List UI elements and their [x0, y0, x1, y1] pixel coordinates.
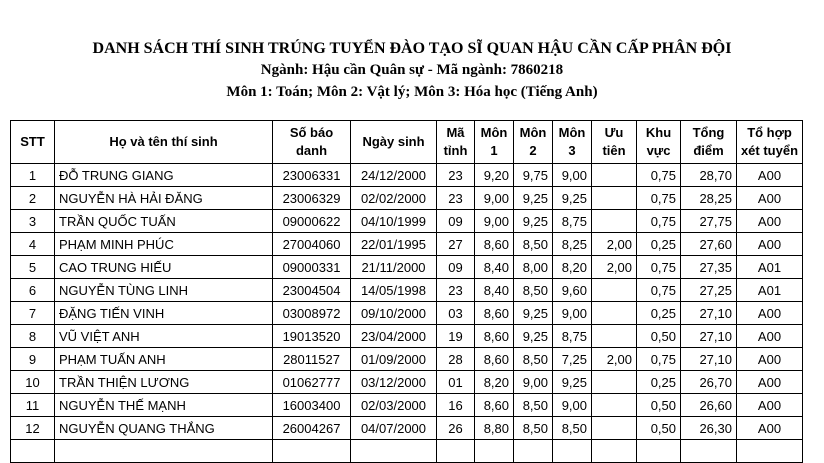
subject1-cell: 8,80	[475, 417, 514, 440]
stt-cell: 10	[11, 371, 55, 394]
priority-cell	[592, 187, 637, 210]
table-row	[11, 256, 803, 279]
total-cell: 27,10	[681, 348, 737, 371]
subject2-cell: 8,50	[514, 348, 553, 371]
subject3-cell: 8,50	[553, 417, 592, 440]
subject1-cell: 8,60	[475, 394, 514, 417]
dob-cell: 24/12/2000	[351, 164, 437, 187]
province-cell: 19	[437, 325, 475, 348]
priority-cell: 2,00	[592, 348, 637, 371]
stt-cell: 7	[11, 302, 55, 325]
area-cell: 0,75	[637, 210, 681, 233]
area-cell: 0,75	[637, 279, 681, 302]
subject1-cell: 8,60	[475, 325, 514, 348]
subject1-cell: 8,60	[475, 233, 514, 256]
column-header: Mã tỉnh	[437, 121, 475, 164]
priority-cell	[592, 325, 637, 348]
column-header: Tổng điểm	[681, 121, 737, 164]
subject2-cell: 8,50	[514, 233, 553, 256]
total-cell: 27,75	[681, 210, 737, 233]
province-cell: 01	[437, 371, 475, 394]
subject2-cell: 9,75	[514, 164, 553, 187]
table-body	[11, 164, 803, 463]
sbd-cell: 19013520	[273, 325, 351, 348]
stt-cell: 5	[11, 256, 55, 279]
subject3-cell: 9,00	[553, 302, 592, 325]
candidates-table	[10, 120, 803, 463]
column-header: Số báo danh	[273, 121, 351, 164]
stt-cell: 3	[11, 210, 55, 233]
dob-cell: 02/03/2000	[351, 394, 437, 417]
table-row	[11, 233, 803, 256]
combo-cell: A00	[737, 371, 803, 394]
column-header: Khu vực	[637, 121, 681, 164]
subject1-cell: 8,60	[475, 348, 514, 371]
document-subjects: Môn 1: Toán; Môn 2: Vật lý; Môn 3: Hóa học (Tiếng Anh)	[226, 84, 598, 100]
subject1-cell: 9,00	[475, 210, 514, 233]
total-cell: 28,70	[681, 164, 737, 187]
area-cell: 0,50	[637, 394, 681, 417]
stt-cell: 4	[11, 233, 55, 256]
stt-cell: 11	[11, 394, 55, 417]
table-header-row	[11, 121, 803, 164]
table-row	[11, 325, 803, 348]
table-row	[11, 302, 803, 325]
stt-cell: 1	[11, 164, 55, 187]
name-cell: NGUYỄN QUANG THẮNG	[55, 417, 273, 440]
total-cell: 26,60	[681, 394, 737, 417]
area-cell: 0,25	[637, 302, 681, 325]
sbd-cell: 09000622	[273, 210, 351, 233]
name-cell: ĐẶNG TIẾN VINH	[55, 302, 273, 325]
combo-cell: A01	[737, 279, 803, 302]
province-cell: 27	[437, 233, 475, 256]
sbd-cell: 26004267	[273, 417, 351, 440]
table-row	[11, 348, 803, 371]
table-row	[11, 164, 803, 187]
subject3-cell: 9,00	[553, 394, 592, 417]
name-cell: PHẠM TUẤN ANH	[55, 348, 273, 371]
sbd-cell: 23004504	[273, 279, 351, 302]
sbd-cell: 23006331	[273, 164, 351, 187]
column-header: Ngày sinh	[351, 121, 437, 164]
name-cell: ĐỖ TRUNG GIANG	[55, 164, 273, 187]
total-cell: 27,35	[681, 256, 737, 279]
combo-cell: A00	[737, 233, 803, 256]
name-cell: VŨ VIỆT ANH	[55, 325, 273, 348]
province-cell: 28	[437, 348, 475, 371]
province-cell: 03	[437, 302, 475, 325]
subject3-cell: 9,25	[553, 187, 592, 210]
dob-cell: 04/07/2000	[351, 417, 437, 440]
priority-cell	[592, 394, 637, 417]
subject2-cell: 9,25	[514, 325, 553, 348]
sbd-cell: 03008972	[273, 302, 351, 325]
area-cell: 0,75	[637, 164, 681, 187]
combo-cell: A01	[737, 256, 803, 279]
dob-cell: 04/10/1999	[351, 210, 437, 233]
province-cell: 23	[437, 279, 475, 302]
dob-cell: 23/04/2000	[351, 325, 437, 348]
table-row	[11, 371, 803, 394]
dob-cell: 09/10/2000	[351, 302, 437, 325]
sbd-cell: 01062777	[273, 371, 351, 394]
subject1-cell	[475, 440, 514, 463]
area-cell: 0,75	[637, 187, 681, 210]
combo-cell: A00	[737, 394, 803, 417]
total-cell: 27,10	[681, 325, 737, 348]
priority-cell: 2,00	[592, 256, 637, 279]
sbd-cell: 28011527	[273, 348, 351, 371]
combo-cell: A00	[737, 302, 803, 325]
table-row	[11, 279, 803, 302]
subject3-cell: 9,25	[553, 371, 592, 394]
subject2-cell: 8,50	[514, 279, 553, 302]
subject1-cell: 8,40	[475, 279, 514, 302]
combo-cell: A00	[737, 187, 803, 210]
subject2-cell: 8,50	[514, 394, 553, 417]
name-cell: TRẦN QUỐC TUẤN	[55, 210, 273, 233]
priority-cell	[592, 210, 637, 233]
area-cell	[637, 440, 681, 463]
column-header: Tổ hợp xét tuyển	[737, 121, 803, 164]
subject2-cell: 9,25	[514, 302, 553, 325]
province-cell: 23	[437, 187, 475, 210]
priority-cell: 2,00	[592, 233, 637, 256]
priority-cell	[592, 440, 637, 463]
subject2-cell: 9,25	[514, 187, 553, 210]
stt-cell: 6	[11, 279, 55, 302]
name-cell: TRẦN THIỆN LƯƠNG	[55, 371, 273, 394]
column-header: Môn 2	[514, 121, 553, 164]
stt-cell: 8	[11, 325, 55, 348]
subject2-cell: 8,00	[514, 256, 553, 279]
province-cell: 26	[437, 417, 475, 440]
subject1-cell: 9,20	[475, 164, 514, 187]
subject3-cell	[553, 440, 592, 463]
column-header: Môn 1	[475, 121, 514, 164]
priority-cell	[592, 302, 637, 325]
column-header: Môn 3	[553, 121, 592, 164]
area-cell: 0,50	[637, 325, 681, 348]
sbd-cell: 27004060	[273, 233, 351, 256]
total-cell: 28,25	[681, 187, 737, 210]
province-cell	[437, 440, 475, 463]
table-row	[11, 187, 803, 210]
combo-cell: A00	[737, 164, 803, 187]
subject3-cell: 8,25	[553, 233, 592, 256]
sbd-cell	[273, 440, 351, 463]
column-header: Họ và tên thí sinh	[55, 121, 273, 164]
name-cell: PHẠM MINH PHÚC	[55, 233, 273, 256]
stt-cell: 12	[11, 417, 55, 440]
table-row	[11, 394, 803, 417]
priority-cell	[592, 164, 637, 187]
combo-cell	[737, 440, 803, 463]
subject2-cell: 9,25	[514, 210, 553, 233]
name-cell: CAO TRUNG HIẾU	[55, 256, 273, 279]
area-cell: 0,75	[637, 256, 681, 279]
area-cell: 0,75	[637, 348, 681, 371]
name-cell	[55, 440, 273, 463]
province-cell: 23	[437, 164, 475, 187]
subject3-cell: 8,75	[553, 210, 592, 233]
province-cell: 16	[437, 394, 475, 417]
stt-cell	[11, 440, 55, 463]
subject2-cell: 9,00	[514, 371, 553, 394]
dob-cell: 22/01/1995	[351, 233, 437, 256]
name-cell: NGUYỄN THẾ MẠNH	[55, 394, 273, 417]
combo-cell: A00	[737, 417, 803, 440]
subject3-cell: 8,20	[553, 256, 592, 279]
document-subtitle: Ngành: Hậu cần Quân sự - Mã ngành: 7860218	[260, 62, 564, 78]
subject1-cell: 8,60	[475, 302, 514, 325]
priority-cell	[592, 417, 637, 440]
subject3-cell: 9,00	[553, 164, 592, 187]
province-cell: 09	[437, 256, 475, 279]
document-header	[0, 38, 824, 103]
combo-cell: A00	[737, 325, 803, 348]
dob-cell: 03/12/2000	[351, 371, 437, 394]
total-cell: 26,30	[681, 417, 737, 440]
stt-cell: 2	[11, 187, 55, 210]
table-row	[11, 417, 803, 440]
priority-cell	[592, 371, 637, 394]
priority-cell	[592, 279, 637, 302]
combo-cell: A00	[737, 348, 803, 371]
subject2-cell: 8,50	[514, 417, 553, 440]
document-title: DANH SÁCH THÍ SINH TRÚNG TUYỂN ĐÀO TẠO SĨ QUAN HẬU CẦN CẤP PHÂN ĐỘI	[92, 40, 732, 57]
dob-cell: 14/05/1998	[351, 279, 437, 302]
area-cell: 0,25	[637, 371, 681, 394]
sbd-cell: 16003400	[273, 394, 351, 417]
name-cell: NGUYỄN HÀ HẢI ĐĂNG	[55, 187, 273, 210]
subject3-cell: 9,60	[553, 279, 592, 302]
dob-cell: 21/11/2000	[351, 256, 437, 279]
subject1-cell: 8,40	[475, 256, 514, 279]
subject1-cell: 8,20	[475, 371, 514, 394]
sbd-cell: 09000331	[273, 256, 351, 279]
table-row	[11, 210, 803, 233]
total-cell: 27,60	[681, 233, 737, 256]
stt-cell: 9	[11, 348, 55, 371]
name-cell: NGUYỄN TÙNG LINH	[55, 279, 273, 302]
total-cell: 27,25	[681, 279, 737, 302]
subject1-cell: 9,00	[475, 187, 514, 210]
subject3-cell: 7,25	[553, 348, 592, 371]
dob-cell: 01/09/2000	[351, 348, 437, 371]
subject3-cell: 8,75	[553, 325, 592, 348]
total-cell: 27,10	[681, 302, 737, 325]
area-cell: 0,25	[637, 233, 681, 256]
dob-cell: 02/02/2000	[351, 187, 437, 210]
area-cell: 0,50	[637, 417, 681, 440]
subject2-cell	[514, 440, 553, 463]
column-header: Ưu tiên	[592, 121, 637, 164]
table-row	[11, 440, 803, 463]
dob-cell	[351, 440, 437, 463]
combo-cell: A00	[737, 210, 803, 233]
total-cell	[681, 440, 737, 463]
column-header: STT	[11, 121, 55, 164]
province-cell: 09	[437, 210, 475, 233]
sbd-cell: 23006329	[273, 187, 351, 210]
total-cell: 26,70	[681, 371, 737, 394]
